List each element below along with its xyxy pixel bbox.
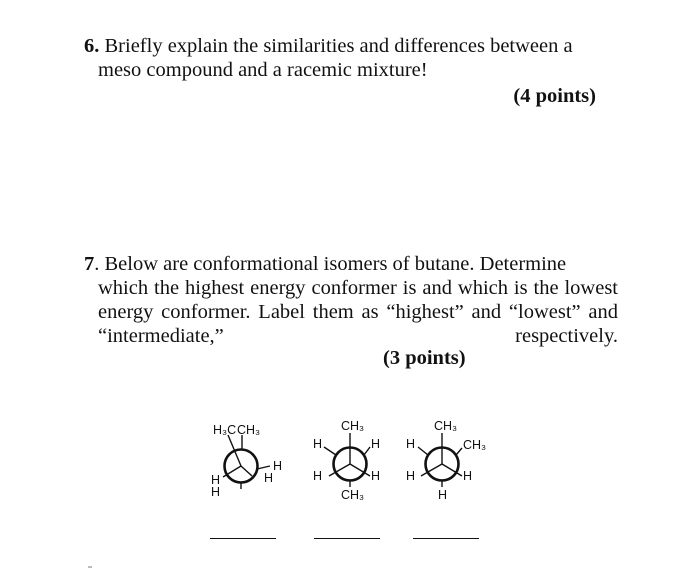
label-h-front-left: H (211, 473, 221, 487)
newman-projection-3 (398, 414, 498, 506)
label-h-upper-left: H (313, 437, 323, 451)
label-h-bottom: H (438, 488, 448, 502)
front-bond-down-left (421, 464, 442, 476)
q6-text-line1 (84, 34, 573, 58)
back-bond-up-left (418, 447, 428, 455)
label-h-upper-right: H (371, 437, 381, 451)
q7-line3: energy conformer. Label them as “highest” and “lowest” and (98, 301, 618, 323)
label-h-lower-left: H (406, 469, 416, 483)
back-bond-right (257, 466, 270, 469)
label-ch3-back: CH₃ (237, 423, 261, 437)
label-h-upper-left: H (406, 437, 416, 451)
label-h-lower-right: H (371, 469, 381, 483)
q7-line1: . Below are conformational isomers of butane. Determine (94, 253, 567, 275)
label-ch3-bottom: CH₃ (341, 488, 365, 502)
newman-projection-1 (196, 414, 300, 506)
q6-points: (4 points) (513, 85, 596, 107)
label-ch3-top: CH₃ (434, 419, 458, 433)
scan-mark (88, 566, 92, 568)
newman-projection-2 (304, 414, 394, 506)
q6-number: 6. (84, 35, 100, 57)
back-bond-up-left (324, 447, 336, 455)
label-h-bottom: H (211, 485, 221, 499)
q7-number: 7 (84, 253, 95, 275)
label-ch3-top: CH₃ (341, 419, 365, 433)
label-h3c: H₃C (213, 423, 237, 437)
q7-line1-wrap (84, 253, 566, 275)
label-h-lower-left: H (313, 469, 323, 483)
label-h-back-right: H (273, 459, 283, 473)
q7-line4-left: “intermediate,” (98, 325, 224, 347)
q7-text (84, 252, 618, 324)
answer-blank-3[interactable] (413, 538, 479, 539)
label-ch3-upper-right: CH₃ (463, 438, 487, 452)
back-bond-up-right (456, 448, 462, 455)
front-bond-down-left (329, 464, 350, 476)
label-h-lower-right: H (463, 469, 473, 483)
answer-blank-2[interactable] (314, 538, 380, 539)
front-bond-down-right (241, 466, 252, 476)
answer-blank-1[interactable] (210, 538, 276, 539)
q7-line4-right: respectively. (515, 325, 618, 347)
q7-points: (3 points) (383, 347, 466, 369)
q6-text-line2: meso compound and a racemic mixture! (98, 59, 428, 81)
q7-line2: which the highest energy conformer is and which is the lowest (98, 277, 618, 299)
label-h-front-right: H (264, 471, 274, 485)
back-bond-up-right (364, 447, 370, 455)
q6-line1: Briefly explain the similarities and differences between a (104, 35, 573, 57)
